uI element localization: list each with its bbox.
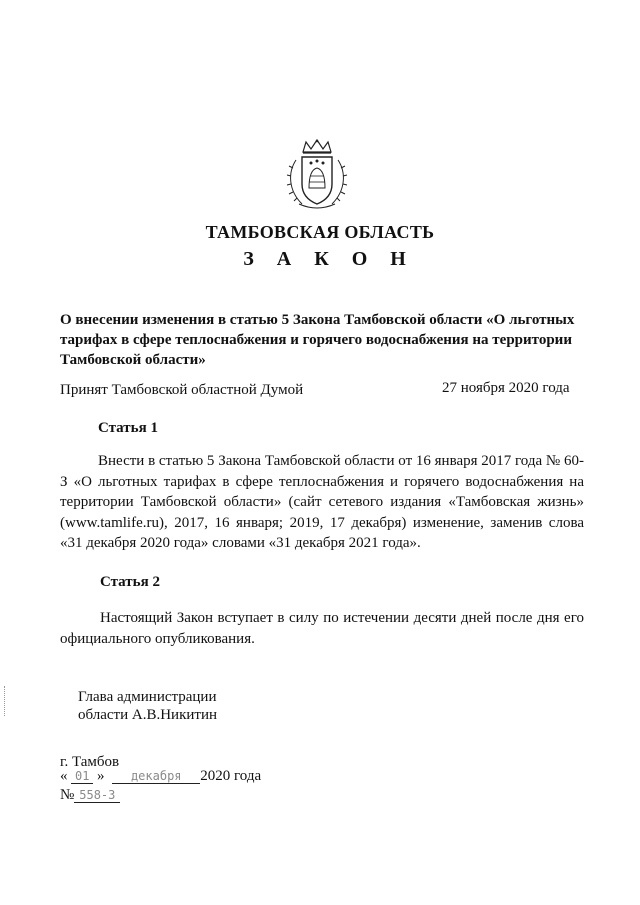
region-title: ТАМБОВСКАЯ ОБЛАСТЬ xyxy=(205,222,435,242)
tambov-coat-of-arms-icon xyxy=(272,138,362,212)
document-type-title: З А К О Н xyxy=(243,248,415,270)
signing-date-line xyxy=(60,768,261,785)
signing-year: 2020 года xyxy=(200,768,262,784)
scan-edge-mark xyxy=(4,686,6,716)
article-1-heading: Статья 1 xyxy=(98,420,158,436)
adoption-date: 27 ноября 2020 года xyxy=(442,380,570,396)
article-2-heading: Статья 2 xyxy=(100,574,160,590)
signing-day: 01 xyxy=(71,769,93,784)
signatory-block xyxy=(78,688,217,724)
law-number: 558-З xyxy=(74,788,120,803)
signing-month: декабря xyxy=(112,769,200,784)
article-1-text: Внести в статью 5 Закона Тамбовской области от 16 января 2017 года № 60-З «О льготных тарифах в сфере теплоснабжения и горячего водоснабжения на территории Тамбовской области» (сайт сетевого издания «Тамбовская жизнь» (www.tamlife.ru), 2017, 16 января; 2019, 17 декабря) изменение, заменив слова «31 декабря 2020 года» словами «31 декабря 2021 года». xyxy=(60,453,584,551)
city-name: г. Тамбов xyxy=(60,754,120,770)
number-sign: № xyxy=(60,787,75,803)
quote-open: « xyxy=(60,768,68,784)
law-subject-heading: О внесении изменения в статью 5 Закона Тамбовской области «О льготных тарифах в сфере теплоснабжения и горячего водоснабжения на территории Тамбовской области» xyxy=(60,312,575,368)
quote-close: » xyxy=(97,768,105,784)
article-2-text: Настоящий Закон вступает в силу по истечении десяти дней после дня его официального опубликования. xyxy=(60,610,584,647)
signatory-name: области А.В.Никитин xyxy=(78,707,218,723)
signatory-title: Глава администрации xyxy=(78,689,217,705)
adopted-by-text: Принят Тамбовской областной Думой xyxy=(60,382,304,398)
law-number-line xyxy=(60,787,120,804)
